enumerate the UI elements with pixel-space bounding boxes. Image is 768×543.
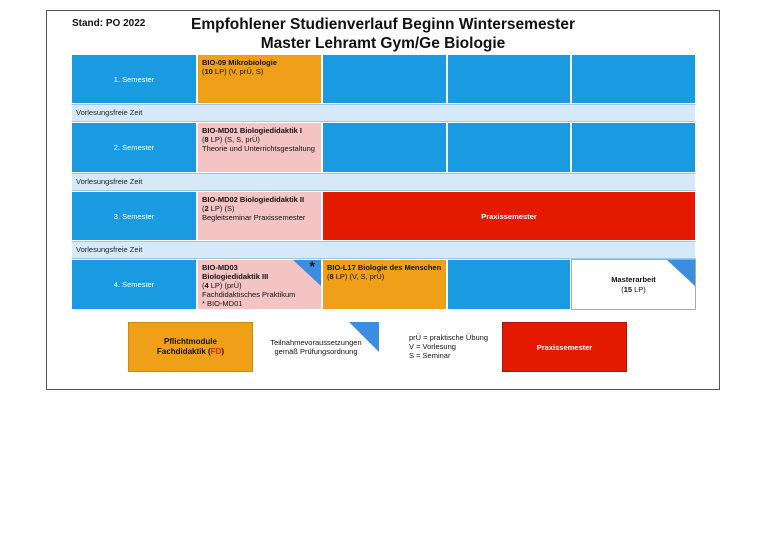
legend-pflichtmodule — [128, 322, 253, 372]
empty-cell — [571, 54, 696, 104]
semester-2-label: 2. Semester — [71, 122, 197, 173]
prerequisite-triangle-icon — [293, 260, 321, 286]
module-bio09-title: BIO-09 Mikrobiologie — [202, 58, 278, 67]
empty-cell — [447, 122, 571, 173]
module-md01: BIO-MD01 Biologiedidaktik I (8 LP) (S, S, prÜ) Theorie und Unterrichtsgestaltung — [197, 122, 322, 173]
empty-cell — [322, 54, 447, 104]
module-l17-details: LP) (V, S, prÜ) — [333, 272, 385, 281]
empty-cell — [447, 259, 571, 310]
legend-pflicht-fd-prefix: Fachdidaktik ( — [156, 347, 211, 356]
module-md03-title-1: BIO-MD03 — [202, 263, 238, 272]
masterarbeit-lp-suffix: LP) — [632, 284, 646, 294]
module-bio09-details: LP) (V, prÜ, S) — [212, 67, 264, 76]
module-bio09-lp: 10 — [204, 67, 213, 76]
module-bio09: BIO-09 Mikrobiologie (10 LP) (V, prÜ, S) — [197, 54, 322, 104]
module-md03-desc: Fachdidaktisches Praktikum — [202, 290, 296, 299]
module-md03-prereq: * BIO-MD01 — [202, 299, 243, 308]
module-md01-details: LP) (S, S, prÜ) — [208, 135, 260, 144]
page-title: Empfohlener Studienverlauf Beginn Wintersemester — [191, 16, 575, 33]
module-md01-desc: Theorie und Unterrichtsgestaltung — [202, 144, 315, 153]
empty-cell — [447, 54, 571, 104]
legend-teilnahme-line2: gemäß Prüfungsordnung — [274, 347, 358, 356]
module-md02-details: LP) (S) — [208, 204, 235, 213]
module-l17: BIO-L17 Biologie des Menschen (8 LP) (V, S, prÜ) — [322, 259, 447, 310]
legend-pflicht-line1: Pflichtmodule — [164, 337, 217, 346]
module-md02-lp: 2 — [204, 204, 209, 213]
break-band-3: Vorlesungsfreie Zeit — [71, 241, 696, 259]
module-md03-title-2: Biologiedidaktik III — [202, 272, 269, 281]
module-md02-desc: Begleitseminar Praxissemester — [202, 213, 306, 222]
semester-1-label: 1. Semester — [71, 54, 197, 104]
prerequisite-triangle-icon — [667, 260, 695, 286]
module-md03-details: LP) (prÜ) — [208, 281, 242, 290]
legend-triangle-icon — [349, 322, 379, 352]
module-md03: * BIO-MD03 Biologiedidaktik III (4 LP) (prÜ) Fachdidaktisches Praktikum * BIO-MD01 — [197, 259, 322, 310]
module-l17-lp: 8 — [329, 272, 334, 281]
legend-teilnahme-line1: Teilnahmevoraussetzungen — [270, 338, 362, 347]
break-band-1: Vorlesungsfreie Zeit — [71, 104, 696, 122]
semester-4-label: 4. Semester — [71, 259, 197, 310]
module-md01-title: BIO-MD01 Biologiedidaktik I — [202, 126, 303, 135]
module-md02: BIO-MD02 Biologiedidaktik II (2 LP) (S) Begleitseminar Praxissemester — [197, 191, 322, 241]
empty-cell — [322, 122, 447, 173]
module-md02-title: BIO-MD02 Biologiedidaktik II — [202, 195, 305, 204]
semester-3-label: 3. Semester — [71, 191, 197, 241]
masterarbeit-lp: 15 — [623, 284, 633, 294]
praxissemester-block: Praxissemester — [322, 191, 696, 241]
asterisk-icon: * — [309, 259, 315, 274]
stand-label: Stand: PO 2022 — [72, 18, 146, 29]
masterarbeit-title: Masterarbeit — [611, 274, 656, 284]
break-band-2: Vorlesungsfreie Zeit — [71, 173, 696, 191]
page-subtitle: Master Lehramt Gym/Ge Biologie — [260, 35, 506, 52]
module-l17-title: BIO-L17 Biologie des Menschen — [327, 263, 442, 272]
legend-pflicht-fd: FD — [210, 347, 222, 356]
masterarbeit-block: Masterarbeit (15 LP) — [571, 259, 696, 310]
module-md03-lp: 4 — [204, 281, 209, 290]
module-md01-lp: 8 — [204, 135, 209, 144]
legend-praxissemester: Praxissemester — [502, 322, 627, 372]
legend-abbr-v: V = Vorlesung — [409, 342, 456, 351]
legend-abbr-pru: prÜ = praktische Übung — [409, 333, 488, 342]
legend-pflicht-fd-suffix: ) — [221, 347, 225, 356]
legend-abbr-s: S = Seminar — [409, 351, 451, 360]
empty-cell — [571, 122, 696, 173]
